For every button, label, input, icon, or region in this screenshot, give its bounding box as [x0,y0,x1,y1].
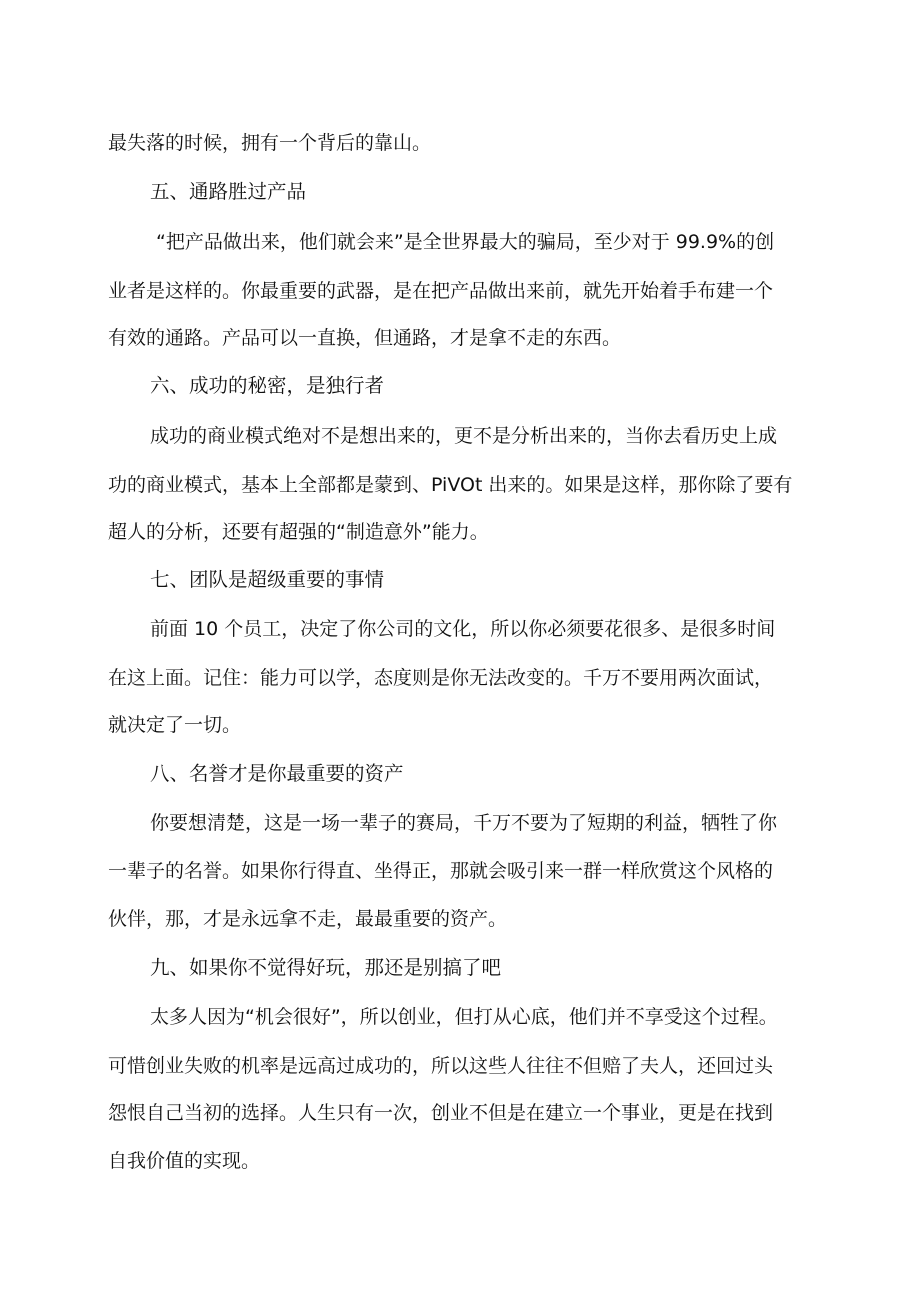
paragraph-line: 前面 10 个员工，决定了你公司的文化，所以你必须要花很多、是很多时间 [150,618,776,640]
paragraph-line: 业者是这样的。你最重要的武器，是在把产品做出来前，就先开始着手布建一个 [108,280,774,302]
paragraph-line: 伙伴，那，才是永远拿不走，最最重要的资产。 [108,908,508,930]
section-heading: 八、名誉才是你最重要的资产 [150,762,404,785]
paragraph-line: 功的商业模式，基本上全部都是蒙到、PiVOt 出来的。如果是这样，那你除了要有 [108,474,793,496]
section-heading: 九、如果你不觉得好玩，那还是别搞了吧 [150,956,502,979]
paragraph-line: 就决定了一切。 [108,714,242,736]
paragraph-line: 在这上面。记住：能力可以学，态度则是你无法改变的。千万不要用两次面试， [108,667,774,689]
paragraph-line: 可惜创业失败的机率是远高过成功的，所以这些人往往不但赔了夫人，还回过头 [108,1055,774,1077]
paragraph-line: 超人的分析，还要有超强的“制造意外”能力。 [108,521,489,543]
paragraph-line: 你要想清楚，这是一场一辈子的赛局，千万不要为了短期的利益，牺牲了你 [150,812,778,834]
paragraph-line: “把产品做出来，他们就会来”是全世界最大的骗局，至少对于 99.9%的创 [156,231,775,253]
paragraph-line: 怨恨自己当初的选择。人生只有一次，创业不但是在建立一个事业，更是在找到 [108,1102,774,1124]
paragraph-line: 最失落的时候，拥有一个背后的靠山。 [108,132,432,154]
paragraph-line: 一辈子的名誉。如果你行得直、坐得正，那就会吸引来一群一样欣赏这个风格的 [108,860,774,882]
paragraph-line: 自我价值的实现。 [108,1150,261,1172]
section-heading: 七、团队是超级重要的事情 [150,568,385,591]
section-heading: 六、成功的秘密，是独行者 [150,374,385,397]
section-heading: 五、通路胜过产品 [150,180,307,203]
paragraph-line: 有效的通路。产品可以一直换，但通路，才是拿不走的东西。 [108,327,622,349]
paragraph-line: 成功的商业模式绝对不是想出来的，更不是分析出来的，当你去看历史上成 [150,425,778,447]
paragraph-line: 太多人因为“机会很好”，所以创业，但打从心底，他们并不享受这个过程。 [150,1006,778,1028]
